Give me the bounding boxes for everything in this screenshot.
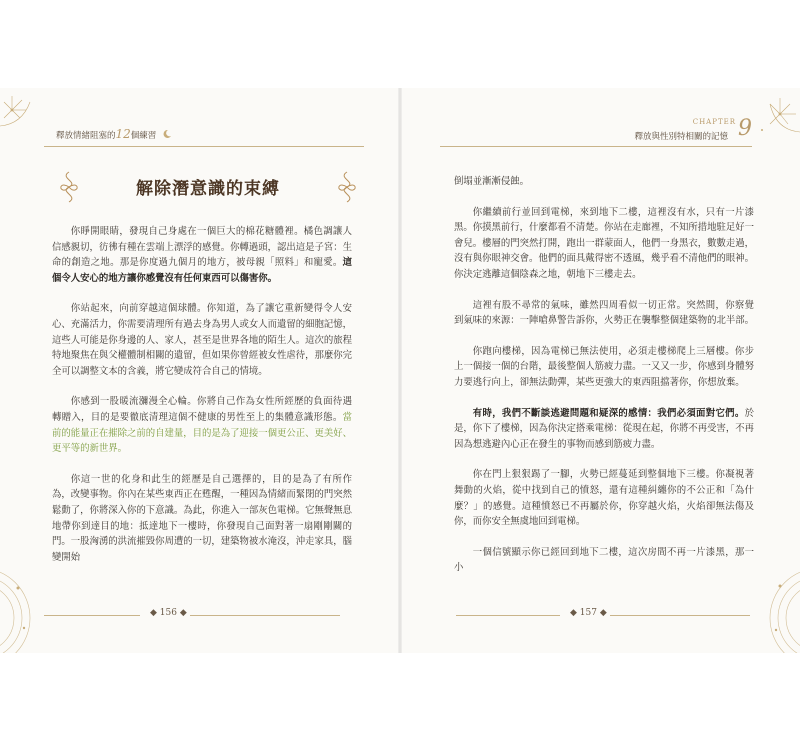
folio-rule-right <box>610 615 750 616</box>
chapter-subtitle: 釋放與性別特相關的記憶 <box>634 132 728 142</box>
section-title: 解除潛意識的束縛 <box>136 179 280 199</box>
paragraph: 倒塌並漸漸侵蝕。 <box>454 176 530 187</box>
running-head-suffix: 個練習 <box>130 131 157 141</box>
starburst-ornament-top-left <box>0 88 60 148</box>
starburst-ornament-top-right <box>740 90 800 150</box>
section-title-row <box>48 170 368 204</box>
paragraph: 你在門上狠狠踢了一腳，火勢已經蔓延到整個地下三樓。你凝視著舞動的火焰，從中找到自己的憤怒，還有這種糾纏你的不公正和「為什麼？」的感覺。這種憤怒已不再屬於你，你穿越火焰，火焰卻無法傷及你，而你安全無虞地回到電梯。 <box>454 469 754 528</box>
page-number: ◆ 157 ◆ <box>570 608 607 618</box>
flourish-ornament-right <box>332 170 362 204</box>
paragraph: 你感到一股暖流瀰漫全心輪。你將自己作為女性所經歷的負面待遇轉贈入，目的是要徹底清理這個不健康的男性至上的集體意識形態。當前的能量正在摧除之前的自建量，目的是為了迎接一個更公正、更美好、更平等的新世界。 <box>52 396 353 455</box>
folio-rule-left <box>44 615 140 616</box>
paragraph: 一個信號顯示你已經回到地下二樓，這次房間不再一片漆黑，那一小 <box>454 546 754 574</box>
running-head <box>56 127 172 141</box>
chapter-number: 9 <box>738 116 752 141</box>
book-spread <box>0 88 800 653</box>
paragraph: 你睜開眼睛，發現自己身處在一個巨大的棉花糖體裡。橘色調讓人信感親切，彷彿有種在雲端上漂浮的感覺。你轉過頭，認出這是子宮：生命的創造之地。那是你度過九個月的地方，被母親「照料」和寵愛。這個令人安心的地方讓你感覺沒有任何東西可以傷害你。 <box>52 226 353 284</box>
paragraph: 你繼續前行並回到電梯，來到地下二樓，這裡沒有水，只有一片漆黑。你摸黑前行，什麼都看不清楚。你站在走廊裡，不知所措地駐足好一會兒。樓層的門突然打開，跑出一群蒙面人，他們一身黑衣，數數走過，沒有與你眼神交會。他們的面具戴得密不透風，幾乎看不清他們的眼神。你決定逃離這個陰森之地，朝地下三樓走去。 <box>454 206 755 280</box>
folio-rule-left <box>456 615 560 616</box>
paragraph: 你站起來，向前穿越這個球體。你知道，為了讓它重新變得令人安心、充滿活力，你需要清理所有過去身為男人或女人而遺留的細胞記憶，這些人可能是你身邊的人、家人，甚至是世界各地的陌生人。這次的旅程特地聚焦在與父權體制相關的遺留，但如果你曾經被女性虐待，那麼你完全可以調整文本的含義，將它變成符合自己的情境。 <box>52 303 353 377</box>
right-body-text <box>454 174 754 576</box>
header-rule <box>44 146 364 147</box>
paragraph: 這裡有股不尋常的氣味，雖然四周看似一切正常。突然間，你察覺到氣味的來源：一陣嗆鼻警告訴你，火勢正在襲擊整個建築物的北半部。 <box>454 299 755 327</box>
arc-ornament-bottom-right <box>750 558 800 653</box>
running-head-prefix: 釋放情緒阻塞的 <box>56 131 116 141</box>
arc-ornament-bottom-left <box>0 558 50 653</box>
page-number: ◆ 156 ◆ <box>150 608 187 618</box>
folio-rule-right <box>190 615 340 616</box>
paragraph: 有時，我們不斷談逃避問題和疑深的感情：我們必須面對它們。於是，你下了樓梯，因為你決定搭乘電梯：從現在起，你將不再受害，不再因為想逃避內心正在發生的事物而感到筋疲力盡。 <box>454 407 755 450</box>
running-head-number: 12 <box>115 127 131 141</box>
left-page <box>0 88 400 653</box>
right-page <box>400 88 800 653</box>
chapter-label: CHAPTER <box>692 118 736 126</box>
left-body-text <box>52 224 352 565</box>
header-rule <box>440 146 752 147</box>
paragraph: 你跑向樓梯，因為電梯已無法使用，必須走樓梯爬上三層樓。你步上一個接一個的台階，最後整個人筋疲力盡。一又又一步，你感到身體努力要逃行向上，卻無法動彈，某些更強大的東西阻擋著你，你想放棄。 <box>454 345 755 388</box>
paragraph: 你這一世的化身和此生的經歷是自己選擇的，目的是為了有所作為，改變事物。你內在某些東西正在甦醒，一種因為情緒而緊閉的門突然鬆動了，你將深入你的下意識。為此，你進入一部灰色電梯。它無聲無息地帶你到達目的地：抵達地下一樓時，你發現自己面對著一扇剛剛關的門。一股洶湧的洪流摧毀你周遭的一切，建築物被水淹沒，沖走家具，腦變開始 <box>52 473 353 563</box>
moon-icon <box>162 129 172 139</box>
